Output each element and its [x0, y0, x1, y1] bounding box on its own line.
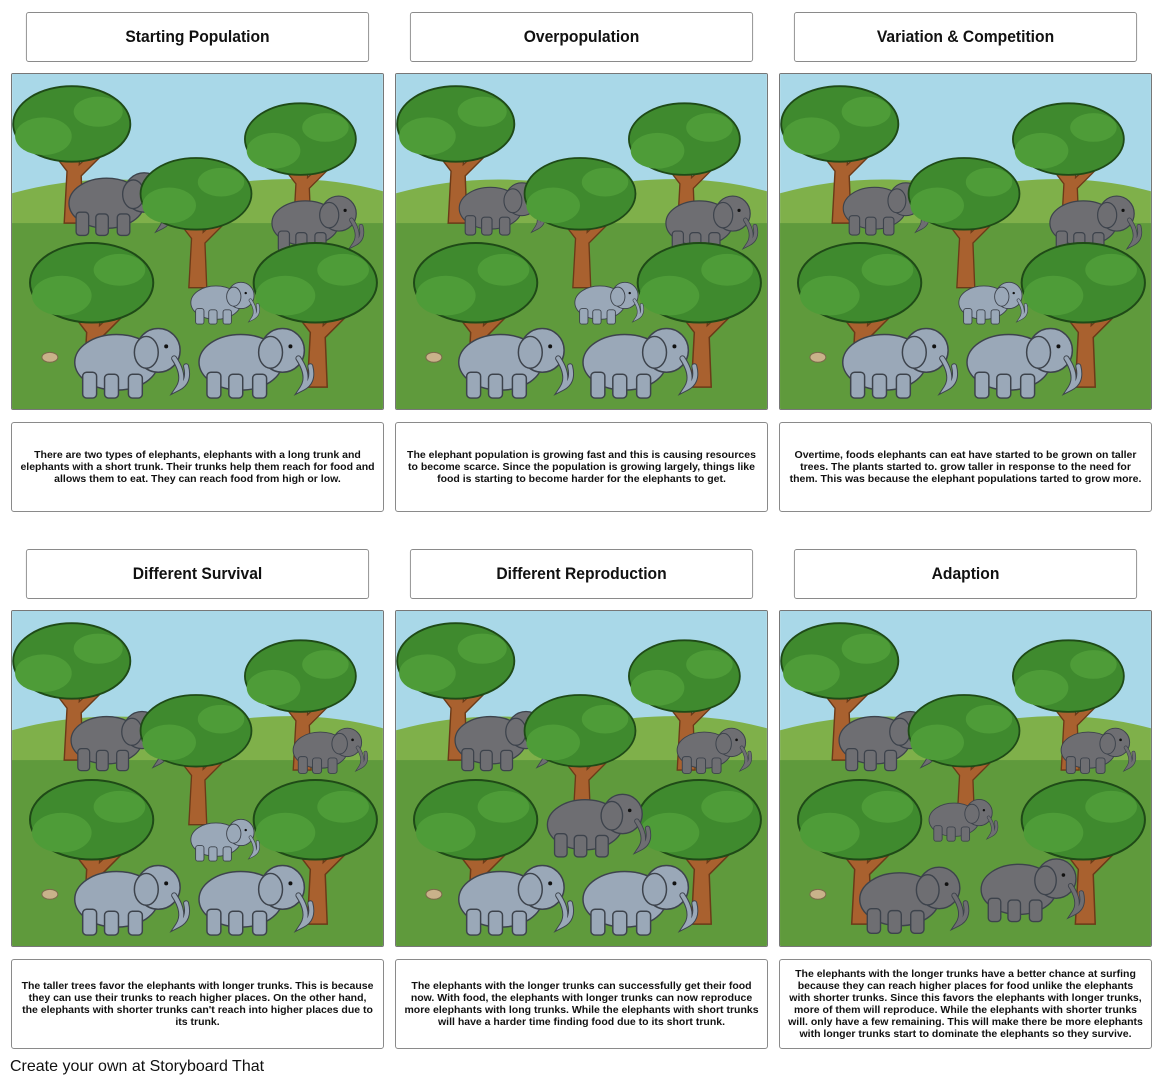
panel-2-title: Overpopulation	[410, 12, 753, 62]
panel-3-description: Overtime, foods elephants can eat have started to be grown on taller trees. The plants started to. grow taller in response to the need for them. This was because the elephant populations tarted to grow more.	[779, 422, 1152, 512]
panel-4-title: Different Survival	[26, 549, 369, 599]
storyboard-footer-link[interactable]: Create your own at Storyboard That	[10, 1058, 265, 1075]
panel-2-description: The elephant population is growing fast and this is causing resources to become scarce. Since the population is growing largely, things like food is starting to become harder for the elephants to get.	[395, 422, 768, 512]
panel-1-title: Starting Population	[26, 12, 369, 62]
panel-2-scene	[395, 73, 768, 410]
panel-6-scene	[779, 610, 1152, 947]
panel-1-description: There are two types of elephants, elephants with a long trunk and elephants with a short trunk. Their trunks help them reach for food and allows them to eat. They can reach food from high or low.	[11, 422, 384, 512]
panel-3-scene	[779, 73, 1152, 410]
panel-5-scene	[395, 610, 768, 947]
panel-5-description: The elephants with the longer trunks can successfully get their food now. With food, the elephants with longer trunks can now reproduce more elephants with long trunks. While the elephants with short trunks will have a harder time finding food due to its short trunk.	[395, 959, 768, 1049]
panel-5-title: Different Reproduction	[410, 549, 753, 599]
panel-1-scene	[11, 73, 384, 410]
panel-4-description: The taller trees favor the elephants with longer trunks. This is because they can use their trunks to reach higher places. On the other hand, the elephants with shorter trunks can't reach into higher places due to its trunk.	[11, 959, 384, 1049]
panel-4-scene	[11, 610, 384, 947]
panel-6-description: The elephants with the longer trunks have a better chance at surfing because they can reach higher places for food unlike the elephants with shorter trunks. Since this favors the elephants with longer trunks, more of them will reproduce. While the elephants with shorter trunks will. only have a few remaining. This will make there be more elephants with longer trunks start to dominate the elephants so they survive.	[779, 959, 1152, 1049]
panel-6-title: Adaption	[794, 549, 1137, 599]
panel-3-title: Variation & Competition	[794, 12, 1137, 62]
